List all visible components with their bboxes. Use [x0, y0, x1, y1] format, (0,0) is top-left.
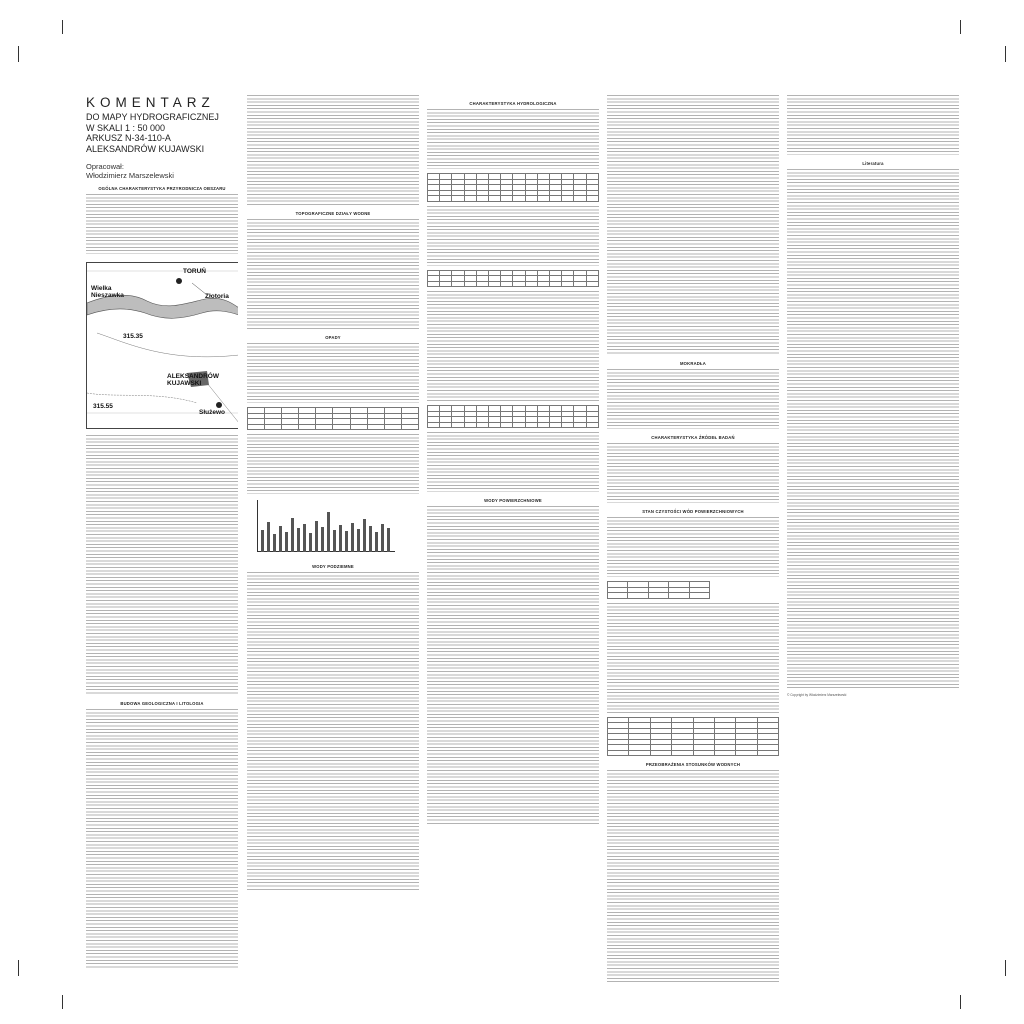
spot-height: 315.55 — [93, 403, 113, 410]
crop-mark — [18, 960, 19, 976]
data-table — [427, 270, 599, 288]
section-heading: CHARAKTERYSTYKA HYDROLOGICZNA — [469, 101, 557, 106]
body-text — [247, 95, 419, 205]
crop-mark — [62, 995, 63, 1009]
author-label: Opracował: — [86, 162, 124, 171]
body-text — [86, 194, 238, 254]
chart-bar — [381, 524, 384, 552]
body-text — [247, 434, 419, 494]
subtitle-line: W SKALI 1 : 50 000 — [86, 122, 166, 133]
chart-bar — [279, 526, 282, 552]
chart-bar — [387, 528, 390, 552]
section-heading: PRZEOBRAŻENIA STOSUNKÓW WODNYCH — [645, 762, 741, 767]
chart-bar — [339, 525, 342, 552]
chart-bar — [327, 512, 330, 552]
map-label-zlotoria: Złotoria — [205, 293, 229, 300]
body-text — [86, 435, 238, 695]
crop-mark — [960, 995, 961, 1009]
body-text — [427, 432, 599, 492]
subtitle-line: DO MAPY HYDROGRAFICZNEJ — [86, 112, 219, 122]
body-text — [427, 291, 599, 401]
section-heading: CHARAKTERYSTYKA ŹRÓDEŁ BADAŃ — [651, 435, 735, 440]
body-text — [427, 109, 599, 169]
column-2 — [247, 95, 419, 984]
data-table — [247, 407, 419, 430]
section-heading: OPADY — [325, 335, 341, 340]
section-heading: BUDOWA GEOLOGICZNA I LITOLOGIA — [120, 701, 204, 706]
data-table — [607, 581, 710, 599]
data-table — [607, 717, 779, 757]
chart-bar — [267, 522, 270, 552]
chart-bar — [309, 533, 312, 552]
section-heading: WODY PODZIEMNE — [312, 564, 354, 569]
body-text — [247, 572, 419, 892]
document-title: KOMENTARZ — [86, 95, 215, 110]
chart-bar — [261, 530, 264, 552]
map-label-aleksandrow: ALEKSANDRÓW KUJAWSKI — [167, 373, 219, 387]
references-list — [787, 169, 959, 689]
body-text — [427, 506, 599, 826]
location-map — [86, 262, 238, 429]
subtitle-line: ARKUSZ N-34-110-A — [86, 133, 171, 143]
section-heading: TOPOGRAFICZNE DZIAŁY WODNE — [295, 211, 371, 216]
body-text — [247, 219, 419, 329]
map-label-torun: TORUŃ — [183, 268, 206, 275]
chart-bar — [351, 523, 354, 552]
section-heading: WODY POWIERZCHNIOWE — [484, 498, 542, 503]
chart-bar — [345, 531, 348, 552]
chart-bar — [321, 527, 324, 552]
crop-mark — [18, 46, 19, 62]
map-label-sluzewo: Służewo — [199, 409, 226, 416]
body-text — [607, 770, 779, 984]
chart-bar — [357, 529, 360, 552]
data-table — [427, 405, 599, 428]
chart-bar — [375, 532, 378, 552]
chart-bar — [297, 528, 300, 552]
body-text — [607, 95, 779, 355]
body-text — [247, 343, 419, 403]
chart-bar — [369, 526, 372, 552]
section-heading: STAN CZYSTOŚCI WÓD POWIERZCHNIOWYCH — [642, 509, 744, 514]
chart-bar — [291, 518, 294, 552]
body-text — [787, 95, 959, 155]
column-4 — [607, 95, 779, 984]
section-heading: MOKRADŁA — [679, 361, 707, 366]
precipitation-bar-chart — [247, 498, 397, 558]
body-text — [427, 206, 599, 266]
section-heading: Literatura — [862, 161, 884, 166]
body-text — [607, 603, 779, 713]
spot-height: 315.35 — [123, 333, 143, 340]
crop-mark — [1005, 46, 1006, 62]
crop-mark — [62, 20, 63, 34]
copyright-note: © Copyright by Włodzimierz Marszelewski — [787, 693, 847, 697]
chart-bar — [333, 530, 336, 552]
body-text — [86, 709, 238, 969]
crop-mark — [1005, 960, 1006, 976]
map-label-wielka-nieszawka: Wielka Nieszawka — [91, 285, 124, 299]
column-5 — [787, 95, 959, 984]
chart-bar — [303, 524, 306, 552]
chart-bar — [285, 532, 288, 552]
column-3 — [427, 95, 599, 984]
chart-bar — [315, 521, 318, 552]
crop-mark — [960, 20, 961, 34]
column-1 — [86, 95, 238, 984]
data-table — [427, 173, 599, 202]
body-text — [607, 369, 779, 429]
body-text — [607, 443, 779, 503]
section-heading: OGÓLNA CHARAKTERYSTYKA PRZYRODNICZA OBSZARU — [98, 186, 226, 191]
body-text — [607, 517, 779, 577]
author-name: Włodzimierz Marszelewski — [86, 171, 174, 180]
chart-bar — [273, 534, 276, 552]
subtitle-line: ALEKSANDRÓW KUJAWSKI — [86, 143, 205, 154]
chart-bar — [363, 519, 366, 552]
